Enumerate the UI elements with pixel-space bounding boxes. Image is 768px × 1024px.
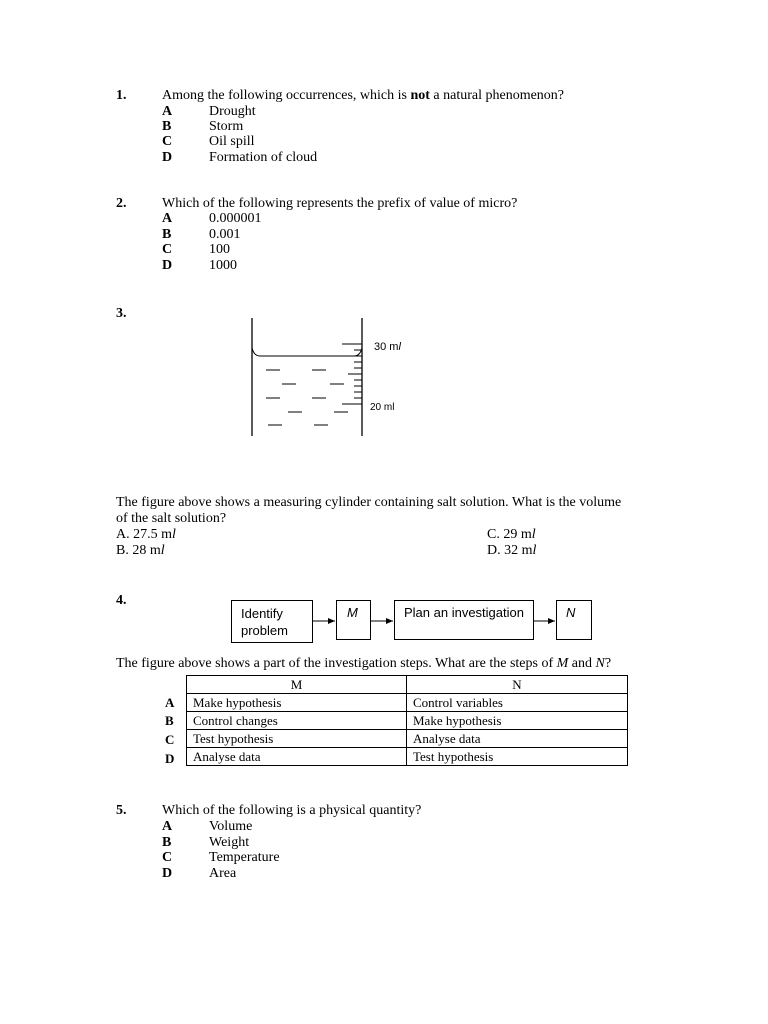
row-letter: A: [165, 695, 175, 710]
option-b: B. 28 ml: [116, 543, 165, 558]
flow-box-n: N: [556, 600, 592, 640]
option-text: Weight: [209, 835, 250, 850]
table-row: [187, 694, 628, 712]
option-text: 100: [209, 242, 230, 257]
flow-box-identify-problem: Identify problem: [231, 600, 313, 643]
cell-n: Test hypothesis: [407, 748, 628, 766]
option-text: 0.000001: [209, 211, 262, 226]
table-row: [187, 730, 628, 748]
option-text: 1000: [209, 258, 237, 273]
option-letter: B: [162, 119, 172, 134]
question-text: Among the following occurrences, which is not a natural phenomenon?: [162, 88, 565, 103]
option-text: Storm: [209, 119, 244, 134]
table-row: [187, 748, 628, 766]
table-header-row: [187, 676, 628, 694]
option-text: Volume: [209, 819, 253, 834]
question-number: 5.: [116, 803, 127, 818]
option-letter: A: [162, 819, 173, 834]
cell-n: Analyse data: [407, 730, 628, 748]
row-letter: D: [165, 751, 175, 766]
option-letter: D: [162, 258, 173, 273]
header-n: N: [407, 676, 628, 694]
cell-m: Control changes: [187, 712, 407, 730]
row-letter: B: [165, 713, 174, 728]
option-letter: C: [162, 850, 173, 865]
option-text: 0.001: [209, 227, 241, 242]
option-letter: A: [162, 211, 173, 226]
question-text-line2: of the salt solution?: [116, 511, 227, 526]
flow-box-plan-investigation: Plan an investigation: [394, 600, 534, 640]
option-text: Temperature: [209, 850, 280, 865]
option-a: A. 27.5 ml: [116, 527, 176, 542]
answer-table: [186, 675, 628, 766]
question-number: 1.: [116, 88, 127, 103]
option-text: Area: [209, 866, 237, 881]
option-letter: A: [162, 104, 173, 119]
label-30ml: 30 ml: [374, 341, 401, 353]
option-text: Drought: [209, 104, 256, 119]
cell-m: Analyse data: [187, 748, 407, 766]
option-c: C. 29 ml: [487, 527, 536, 542]
option-letter: D: [162, 150, 173, 165]
question-number: 3.: [116, 306, 127, 321]
option-letter: C: [162, 134, 173, 149]
header-m: M: [187, 676, 407, 694]
question-number: 4.: [116, 593, 127, 608]
option-letter: B: [162, 227, 172, 242]
option-d: D. 32 ml: [487, 543, 537, 558]
question-text: Which of the following is a physical quantity?: [162, 803, 422, 818]
option-letter: B: [162, 835, 172, 850]
cell-n: Make hypothesis: [407, 712, 628, 730]
option-text: Oil spill: [209, 134, 255, 149]
question-text: Which of the following represents the prefix of value of micro?: [162, 196, 518, 211]
option-text: Formation of cloud: [209, 150, 318, 165]
question-text: The figure above shows a part of the investigation steps. What are the steps of M and N?: [116, 656, 612, 671]
label-20ml: 20 ml: [370, 402, 395, 413]
cell-m: Make hypothesis: [187, 694, 407, 712]
flow-box-m: M: [336, 600, 371, 640]
row-letter: C: [165, 732, 175, 747]
option-letter: C: [162, 242, 173, 257]
table-row: [187, 712, 628, 730]
cell-n: Control variables: [407, 694, 628, 712]
option-letter: D: [162, 866, 173, 881]
question-text-line1: The figure above shows a measuring cylinder containing salt solution. What is the volume: [116, 495, 622, 510]
cell-m: Test hypothesis: [187, 730, 407, 748]
question-number: 2.: [116, 196, 127, 211]
